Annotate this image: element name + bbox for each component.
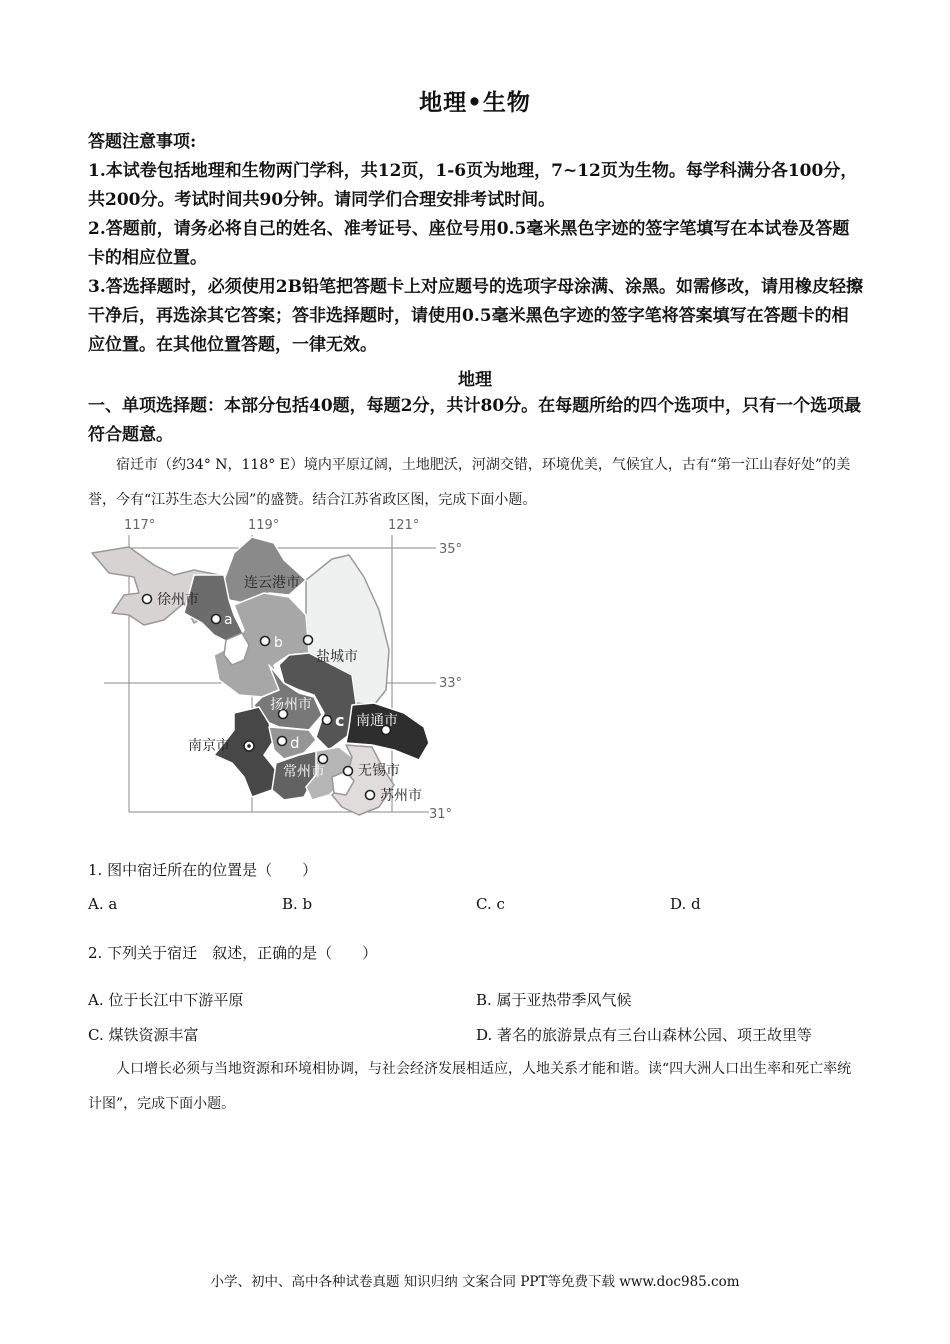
passage-1: 宿迁市（约34° N，118° E）境内平原辽阔，土地肥沃，河湖交错，环境优美，气候宜人，古有“第一江山春好处”的美誉，今有“江苏生态大公园”的盛赞。结合江苏省政区图，完成下面小题。 xyxy=(88,457,851,508)
jiangsu-map xyxy=(84,515,474,839)
page-footer: 小学、初中、高中各种试卷真题 知识归纳 文案合同 PPT等免费下载 www.doc985.com xyxy=(210,1274,740,1290)
label-changzhou: 常州市 xyxy=(283,764,325,780)
q2-option-d[interactable]: D. 著名的旅游景点有三台山森林公园、项王故里等 xyxy=(476,1026,813,1044)
lat-label-35: 35° xyxy=(439,542,463,557)
marker-a xyxy=(212,615,221,624)
label-suzhou: 苏州市 xyxy=(380,788,422,804)
passage-2: 人口增长必须与当地资源和环境相协调，与社会经济发展相适应，人地关系才能和谐。读“四大洲人口出生率和死亡率统计图”，完成下面小题。 xyxy=(88,1061,852,1112)
marker-d xyxy=(278,737,287,746)
page-title: 地理•生物 xyxy=(419,89,531,116)
lat-label-31: 31° xyxy=(429,807,453,822)
label-a: a xyxy=(224,612,233,628)
label-wuxi: 无锡市 xyxy=(358,763,400,779)
question-2-stem: 2. 下列关于宿迁 叙述，正确的是（ ） xyxy=(88,944,378,962)
marker-changzhou xyxy=(319,755,328,764)
label-b: b xyxy=(274,635,283,651)
q1-option-c[interactable]: C. c xyxy=(476,895,505,913)
notes-item-1: 1.本试卷包括地理和生物两门学科，共12页，1-6页为地理，7~12页为生物。每学科满分各100分，共200分。考试时间共90分钟。请同学们合理安排考试时间。 xyxy=(88,161,858,210)
q1-option-d[interactable]: D. d xyxy=(670,895,701,913)
label-d: d xyxy=(290,734,300,752)
marker-wuxi xyxy=(344,767,353,776)
notes-heading: 答题注意事项: xyxy=(88,132,197,152)
part1-heading: 一、单项选择题：本部分包括40题，每题2分，共计80分。在每题所给的四个选项中，只有一个选项最符合题意。 xyxy=(88,396,862,445)
label-yancheng: 盐城市 xyxy=(316,649,358,665)
label-yangzhou: 扬州市 xyxy=(270,697,312,713)
section-title: 地理 xyxy=(458,370,492,390)
lat-label-33: 33° xyxy=(439,676,463,691)
notes-item-3: 3.答选择题时，必须使用2B铅笔把答题卡上对应题号的选项字母涂满、涂黑。如需修改，请用橡皮轻擦干净后，再选涂其它答案；答非选择题时，请使用0.5毫米黑色字迹的签字笔将答案填写在答题卡的相应位置。在其他位置答题，一律无效。 xyxy=(88,277,863,355)
lon-label-117: 117° xyxy=(124,518,156,533)
q2-option-c[interactable]: C. 煤铁资源丰富 xyxy=(88,1026,199,1044)
notes-item-2: 2.答题前，请务必将自己的姓名、准考证号、座位号用0.5毫米黑色字迹的签字笔填写在本试卷及答题卡的相应位置。 xyxy=(88,219,850,268)
lon-label-119: 119° xyxy=(248,518,280,533)
q1-option-a[interactable]: A. a xyxy=(88,895,118,913)
label-xuzhou: 徐州市 xyxy=(157,592,199,608)
marker-xuzhou xyxy=(143,595,152,604)
exam-notes xyxy=(88,128,864,360)
question-1-stem: 1. 图中宿迁所在的位置是（ ） xyxy=(88,861,318,879)
label-nanjing: 南京市 xyxy=(188,738,230,754)
marker-c xyxy=(323,716,332,725)
label-c: c xyxy=(335,711,345,730)
label-lianyungang: 连云港市 xyxy=(244,575,300,591)
marker-b xyxy=(261,637,270,646)
q2-option-a[interactable]: A. 位于长江中下游平原 xyxy=(88,991,244,1009)
marker-suzhou xyxy=(366,791,375,800)
label-nantong: 南通市 xyxy=(356,713,398,729)
marker-yancheng xyxy=(304,636,313,645)
lon-label-121: 121° xyxy=(388,518,420,533)
q1-option-b[interactable]: B. b xyxy=(282,895,313,913)
q2-option-b[interactable]: B. 属于亚热带季风气候 xyxy=(476,991,632,1009)
